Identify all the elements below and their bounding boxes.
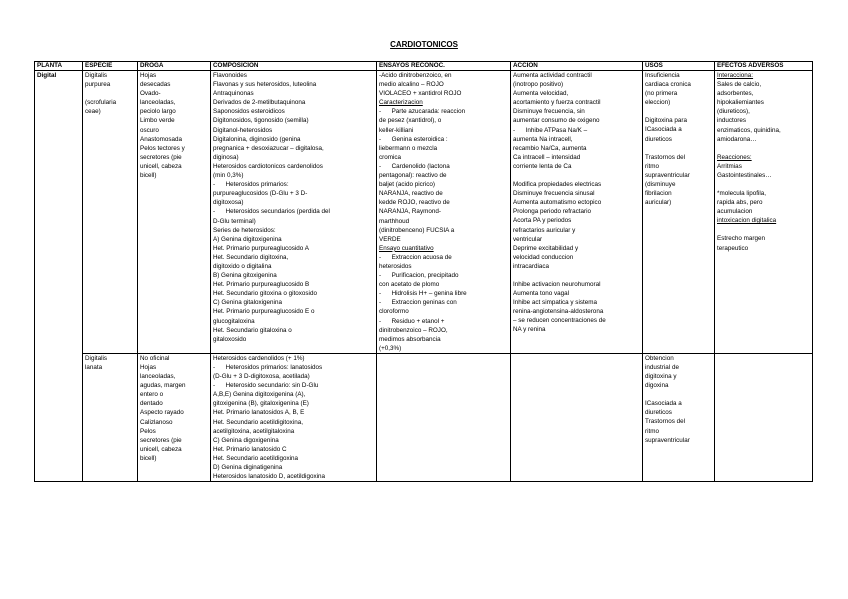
text-line: amiodarona…	[717, 135, 757, 143]
text-line: Saponosidos esteroidicos	[213, 108, 285, 116]
text-line: Aumenta velocidad,	[513, 90, 569, 98]
text-line: D-Glu terminal)	[213, 217, 256, 225]
text-line: cloroformo	[379, 308, 409, 316]
text-line: purpurea	[85, 81, 111, 89]
text-line: Flavonas y sus heterosidos, luteolina	[213, 81, 317, 89]
text-line: (+0,3%)	[379, 344, 402, 352]
text-line: ventricular	[513, 235, 543, 243]
text-line: Aumenta automatismo ectopico	[513, 199, 602, 207]
cell-accion	[511, 353, 643, 481]
text-line: (disminuye	[645, 180, 676, 188]
header-accion: ACCION	[511, 62, 643, 71]
text-line: Het. Primario lanatosido C	[213, 445, 287, 453]
text-line: acumulacion	[717, 208, 753, 216]
cell-droga	[138, 71, 211, 354]
text-line: diureticos	[645, 409, 672, 417]
text-line: (diureticos),	[717, 108, 750, 116]
text-line: Digitanol-heterosidos	[213, 126, 273, 134]
text-line: diginosa)	[213, 153, 239, 161]
header-composicion: COMPOSICION	[211, 62, 377, 71]
text-line	[717, 225, 810, 234]
cell-composicion	[211, 71, 377, 354]
text-line: desecadas	[140, 81, 171, 89]
text-line: liebermann o mezcla	[379, 144, 438, 152]
text-line: - Extraccion acuosa de	[379, 253, 452, 261]
cell-accion	[511, 71, 643, 354]
text-line: medimos absorbancia	[379, 335, 441, 343]
text-line: purpureaglucosidos (D-Glu + 3 D-	[213, 190, 308, 198]
text-line: baljet (acido picrico)	[379, 181, 435, 189]
text-line: Estrecho margen	[717, 235, 765, 243]
text-line: Digitalis	[85, 354, 108, 362]
text-line: Ovado-	[140, 90, 161, 98]
text-line: Limbo verde	[140, 117, 175, 125]
text-line: intoxicacion digitalica	[717, 217, 777, 225]
text-line: NARANJA, reactivo de	[379, 190, 443, 198]
text-line: (no primera	[645, 90, 678, 98]
text-line: Heterosidos cardiotonicos cardenolidos	[213, 162, 323, 170]
text-line	[85, 89, 135, 98]
text-line: Het. Secundario acetildigitoxina,	[213, 418, 303, 426]
text-line: ceae)	[85, 108, 101, 116]
text-line: Acorta PA y periodos	[513, 217, 572, 225]
header-especie: ESPECIE	[83, 62, 138, 71]
header-efectos: EFECTOS ADVERSOS	[715, 62, 813, 71]
planta-name: Digital	[37, 72, 57, 79]
text-line: eleccion)	[645, 99, 671, 107]
text-line: - Hidrolisis H+ – genina libre	[379, 290, 467, 298]
text-line: Prolonga periodo refractario	[513, 208, 592, 216]
text-line: - Heterosidos primarios:	[213, 181, 289, 189]
text-line: Digitalonina, diginosido (genina	[213, 135, 301, 143]
text-line: NA y renina	[513, 326, 546, 334]
text-line: ritmo	[645, 427, 659, 435]
text-line: Calizlanoso	[140, 418, 173, 426]
text-line: digoxina	[645, 382, 669, 390]
header-ensayos: ENSAYOS RECONOC.	[377, 62, 511, 71]
text-line: Aumenta tono vagal	[513, 290, 570, 298]
text-line: adsorbentes,	[717, 90, 754, 98]
text-line: Aumenta actividad contractil	[513, 72, 592, 79]
cardiotonicos-table	[34, 61, 813, 482]
text-line: marthhoud	[379, 217, 410, 225]
text-line: aumenta Na intracell,	[513, 135, 573, 143]
cell-especie	[83, 353, 138, 481]
cell-efectos	[715, 71, 813, 354]
text-line: Inhibe activacion neurohumoral	[513, 280, 601, 288]
text-line: pentagonal): reactivo de	[379, 172, 447, 180]
text-line: terapeutico	[717, 244, 749, 252]
text-line: B) Genina gitoxigenina	[213, 272, 277, 280]
text-line: (dinitrobenceno) FUCSIA a	[379, 226, 455, 234]
cell-composicion	[211, 353, 377, 481]
text-line: Heterosidos cardenolidos (+ 1%)	[213, 354, 305, 362]
text-line: diureticos	[645, 135, 672, 143]
text-line: Insuficiencia	[645, 72, 680, 79]
text-line: gitaloxosido	[213, 335, 247, 343]
text-line: - Genina esteroidica :	[379, 135, 448, 143]
text-line: glucogitaloxina	[213, 317, 255, 325]
text-line: digitoxosa)	[213, 199, 244, 207]
text-line: VIOLACEO + xantidrol ROJO	[379, 90, 462, 98]
text-line: - Parte azucarada: reaccion	[379, 108, 466, 116]
text-line: Antraquinonas	[213, 90, 254, 98]
header-usos: USOS	[643, 62, 715, 71]
text-line: medio alcalino – ROJO	[379, 81, 444, 89]
text-line: secretores (pie	[140, 153, 182, 161]
text-line: Deprime excitabilidad y	[513, 244, 579, 252]
text-line: gitoxigenina (B), gitaloxigenina (E)	[213, 400, 309, 408]
text-line: Pelos	[140, 427, 156, 435]
text-line: Modifica propiedades electricas	[513, 181, 602, 189]
text-line: keller-killiani	[379, 126, 414, 134]
text-line: - Residuo + etanol +	[379, 317, 445, 325]
text-line: Digitonosidos, tigonosido (semilla)	[213, 117, 309, 125]
text-line: Aspecto rayado	[140, 409, 184, 417]
text-line: pregnanica + desoxiazucar – digitalosa,	[213, 144, 324, 152]
text-line: ritmo	[645, 162, 659, 170]
text-line: – se reducen concentraciones de	[513, 317, 606, 325]
text-line: - Purificacion, precipitado	[379, 272, 459, 280]
text-line	[645, 144, 712, 153]
text-line: C) Genina gitaloxigenina	[213, 299, 282, 307]
text-line: bicell)	[140, 454, 157, 462]
text-line: Het. Secundario gitoxina o gitoxosido	[213, 290, 317, 298]
text-line: unicell, cabeza	[140, 445, 182, 453]
text-line: Derivados de 2-metilbutaquinona	[213, 99, 306, 107]
text-line: D) Genina diginatigenina	[213, 464, 283, 472]
text-line: Hojas	[140, 72, 157, 79]
text-line: Gastointestinales…	[717, 171, 772, 179]
text-line	[513, 271, 640, 280]
text-line: con acetato de plomo	[379, 281, 440, 289]
cell-especie	[83, 71, 138, 354]
text-line: supraventricular	[645, 436, 690, 444]
text-line: Heterosidos lanatosido D, acetildigoxina	[213, 473, 326, 481]
cell-efectos	[715, 353, 813, 481]
text-line: rapida abs, pero	[717, 199, 763, 207]
cell-planta	[35, 71, 83, 482]
text-line	[645, 390, 712, 399]
text-line: secretores (pie	[140, 436, 182, 444]
text-line: Het. Secundario gitaloxina o	[213, 326, 292, 334]
text-line: (min 0,3%)	[213, 172, 244, 180]
text-line: fibrilacion	[645, 190, 672, 198]
text-line: A) Genina digitoxigenina	[213, 235, 282, 243]
text-line: Disminuye frecuencia, sin	[513, 108, 585, 116]
text-line: No oficinal	[140, 354, 170, 362]
text-line: refractarios auricular y	[513, 226, 576, 234]
text-line	[645, 107, 712, 116]
text-line: Ensayo cuantitativo	[379, 244, 434, 252]
text-line: inductores	[717, 117, 747, 125]
text-line: Hojas	[140, 364, 157, 371]
header-droga: DROGA	[138, 62, 211, 71]
text-line: unicell, cabeza	[140, 162, 182, 170]
text-line: Ca intracell – intensidad	[513, 153, 581, 161]
text-line: aumentar consumo de oxigeno	[513, 117, 600, 125]
text-line: - Heterosidos primarios: lanatosidos	[213, 364, 323, 371]
text-line: de pesez (xantidrol), o	[379, 117, 442, 125]
text-line: Arritmias	[717, 162, 742, 170]
text-line: - Extraccion geninas con	[379, 299, 457, 307]
text-line: Het. Primario purpureaglucosido B	[213, 281, 310, 289]
cell-droga	[138, 353, 211, 481]
text-line: lanceoladas,	[140, 99, 176, 107]
text-line: supraventricular	[645, 171, 690, 179]
text-line: - Heterosido secundario: sin D-Glu	[213, 382, 319, 390]
page-title: CARDIOTONICOS	[390, 40, 458, 49]
text-line: lanata	[85, 364, 103, 371]
text-line: agudas, margen	[140, 382, 186, 390]
text-line: recambio Na/Ca, aumenta	[513, 144, 587, 152]
text-line: heterosidos	[379, 262, 412, 270]
text-line: Series de heterosidos:	[213, 226, 276, 234]
text-line: Het. Secundario digitoxina,	[213, 253, 289, 261]
text-line: Het. Primario lanatosidos A, B, E	[213, 409, 305, 417]
text-line: lanceoladas,	[140, 373, 176, 381]
header-row	[35, 62, 813, 71]
text-line: *molecula lipofila,	[717, 190, 767, 198]
text-line: industrial de	[645, 364, 679, 371]
text-line: - Heterosidos secundarios (perdida del	[213, 208, 330, 216]
text-line: NARANJA, Raymond-	[379, 208, 441, 216]
cell-usos	[643, 353, 715, 481]
cell-ensayos	[377, 353, 511, 481]
cell-ensayos	[377, 71, 511, 354]
text-line: acetilgitoxina, acetilgitaloxina	[213, 427, 295, 435]
text-line: Inhibe act simpatica y sistema	[513, 299, 597, 307]
text-line: auricular)	[645, 199, 672, 207]
text-line: kedde ROJO, reactivo de	[379, 199, 450, 207]
text-line: Trastornos del	[645, 418, 686, 426]
text-line: bicell)	[140, 172, 157, 180]
text-line: Het. Primario purpureaglucosido E o	[213, 308, 315, 316]
text-line: Flavonoides	[213, 72, 247, 79]
text-line: digitoxido o digitalina	[213, 262, 272, 270]
text-line: hipokaliemiantes	[717, 99, 764, 107]
text-line: ICasociada a	[645, 126, 682, 134]
text-line: renina-angiotensina-aldosterona	[513, 308, 604, 316]
text-line: (D-Glu + 3 D-digitoxosa, acetilada)	[213, 373, 310, 381]
text-line: VERDE	[379, 235, 401, 243]
text-line: Anastomosada	[140, 135, 183, 143]
text-line: Digitoxina para	[645, 117, 688, 125]
text-line	[717, 180, 810, 189]
text-line: Sales de calcio,	[717, 81, 762, 89]
text-line: enzimaticos, quinidina,	[717, 126, 781, 134]
text-line: (inotropo positivo)	[513, 81, 564, 89]
text-line: cardiaca cronica	[645, 81, 691, 89]
text-line: Digitalis	[85, 72, 108, 79]
text-line: A,B,E) Genina digitoxigenina (A),	[213, 391, 306, 399]
text-line: Pelos tectores y	[140, 144, 185, 152]
text-line: dinitrobenzoico – ROJO,	[379, 326, 448, 334]
text-line: Obtencion	[645, 354, 674, 362]
text-line: intracardiaca	[513, 262, 550, 270]
text-line: Reacciones:	[717, 153, 752, 161]
text-line: peciolo largo	[140, 108, 176, 116]
text-line: dentado	[140, 400, 163, 408]
text-line: Het. Secundario acetildigoxina	[213, 454, 299, 462]
table-row	[35, 71, 813, 354]
text-line: corriente lenta de Ca	[513, 162, 572, 170]
text-line: cromica	[379, 153, 402, 161]
text-line	[513, 171, 640, 180]
text-line: -Acido dinitrobenzoico, en	[379, 72, 452, 79]
text-line: (scrofularia	[85, 99, 117, 107]
text-line: ICasociada a	[645, 400, 682, 408]
text-line: Het. Primario purpureaglucosido A	[213, 244, 309, 252]
text-line: - Cardenolido (lactona	[379, 162, 450, 170]
header-planta: PLANTA	[35, 62, 83, 71]
text-line: acortamiento y fuerza contractil	[513, 99, 601, 107]
text-line: Trastornos del	[645, 153, 686, 161]
text-line: C) Genina digoxigenina	[213, 436, 279, 444]
cell-usos	[643, 71, 715, 354]
text-line: - Inhibe ATPasa Na/K –	[513, 126, 588, 134]
text-line: entero o	[140, 391, 164, 399]
table-row	[35, 353, 813, 481]
text-line: digitoxina y	[645, 373, 677, 381]
text-line	[717, 144, 810, 153]
text-line: oscuro	[140, 126, 159, 134]
text-line: Disminuye frecuencia sinusal	[513, 190, 595, 198]
text-line: Interacciona:	[717, 72, 754, 79]
text-line: Caracterizacion	[379, 99, 423, 107]
text-line: velocidad conduccion	[513, 253, 574, 261]
